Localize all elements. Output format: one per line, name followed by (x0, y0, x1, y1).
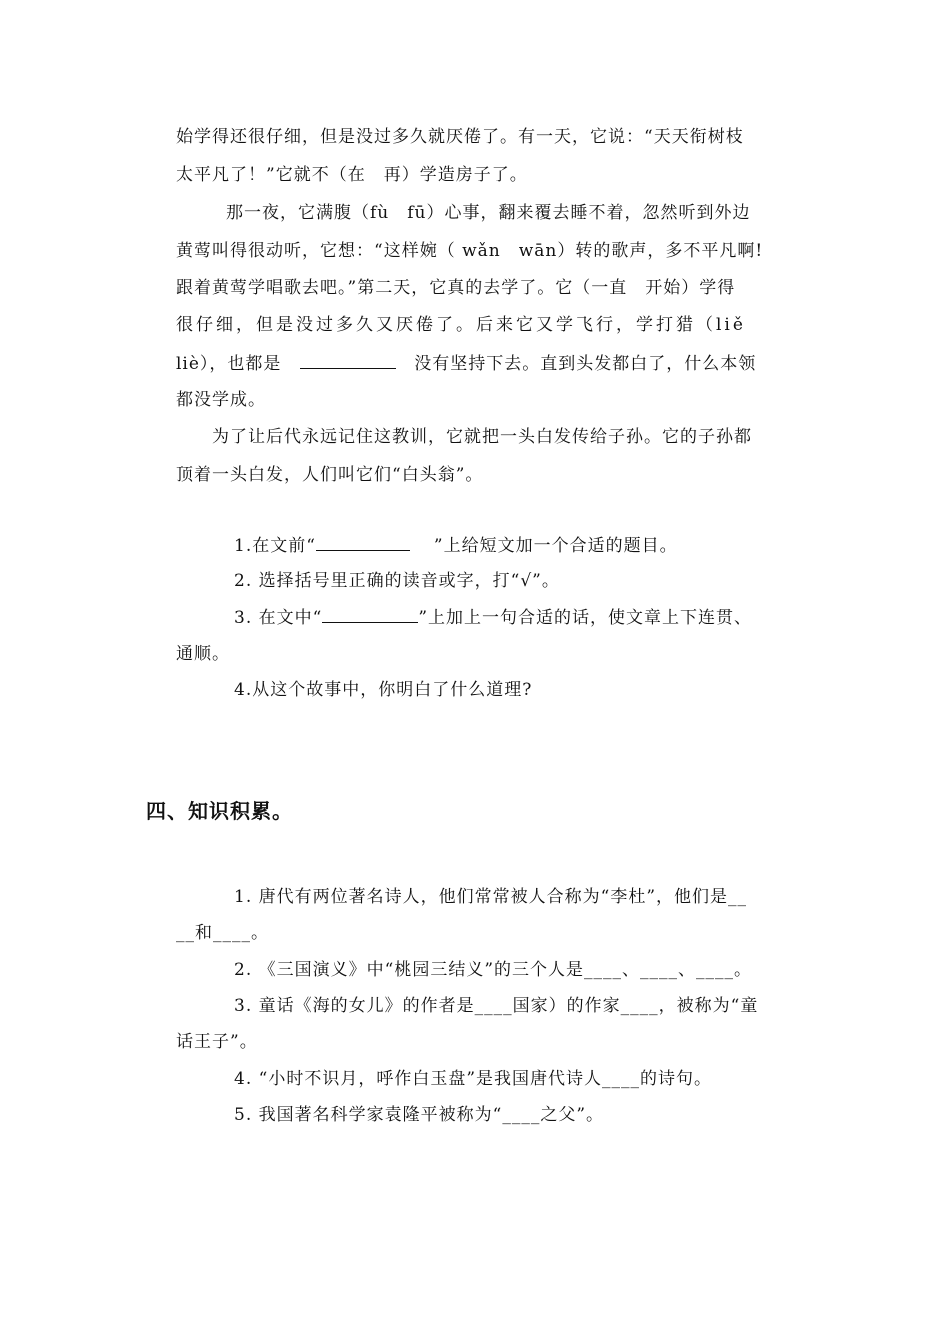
question-3-start: 3. 在文中“ (234, 608, 323, 628)
section-heading: 四、知识积累。 (146, 799, 293, 823)
question-1-start: 1.在文前“ (234, 536, 316, 556)
question-3 (234, 606, 752, 629)
question-4: 4.从这个故事中，你明白了什么道理? (234, 680, 533, 700)
answer-blank[interactable] (300, 352, 396, 369)
knowledge-item-1: 1. 唐代有两位著名诗人，他们常常被人合称为“李杜”，他们是__ (234, 887, 748, 907)
question-3-cont: 通顺。 (176, 644, 230, 664)
passage-line-6: 很仔细，但是没过多久又厌倦了。后来它又学飞行，学打猎（liě (176, 315, 746, 335)
knowledge-item-4: 4. “小时不识月，呼作白玉盘”是我国唐代诗人____的诗句。 (234, 1069, 713, 1089)
passage-line-1: 始学得还很仔细，但是没过多久就厌倦了。有一天，它说：“天天衔树枝 (176, 127, 744, 147)
knowledge-item-3-cont: 话王子”。 (176, 1032, 258, 1052)
question-1 (234, 534, 678, 557)
question-1-end: ”上给短文加一个合适的题目。 (433, 536, 678, 556)
passage-line-9: 为了让后代永远记住这教训，它就把一头白发传给子孙。它的子孙都 (212, 427, 752, 447)
passage-line-7 (176, 352, 756, 375)
question-2: 2. 选择括号里正确的读音或字，打“√”。 (234, 571, 560, 591)
knowledge-item-5: 5. 我国著名科学家袁隆平被称为“____之父”。 (234, 1105, 605, 1125)
passage-line-8: 都没学成。 (176, 390, 266, 410)
passage-line-7-start: liè），也都是 (176, 354, 282, 374)
question-3-end: ”上加上一句合适的话，使文章上下连贯、 (418, 608, 753, 628)
passage-line-7-end: 没有坚持下去。直到头发都白了，什么本领 (414, 354, 757, 374)
passage-line-3: 那一夜，它满腹（fù fū）心事，翻来覆去睡不着，忽然听到外边 (226, 203, 751, 223)
passage-line-2: 太平凡了！”它就不（在 再）学造房子了。 (176, 165, 528, 185)
knowledge-item-2: 2. 《三国演义》中“桃园三结义”的三个人是____、____、____。 (234, 960, 753, 980)
passage-line-10: 顶着一头白发，人们叫它们“白头翁”。 (176, 465, 484, 485)
knowledge-item-3: 3. 童话《海的女儿》的作者是____国家）的作家____，被称为“童 (234, 996, 759, 1016)
passage-line-4: 黄莺叫得很动听，它想：“这样婉（ wǎn wān）转的歌声，多不平凡啊! (176, 241, 764, 261)
title-blank[interactable] (316, 534, 410, 551)
knowledge-item-1-cont: __和____。 (176, 923, 269, 943)
sentence-blank[interactable] (322, 606, 418, 623)
passage-line-5: 跟着黄莺学唱歌去吧。”第二天，它真的去学了。它（一直 开始）学得 (176, 278, 736, 298)
